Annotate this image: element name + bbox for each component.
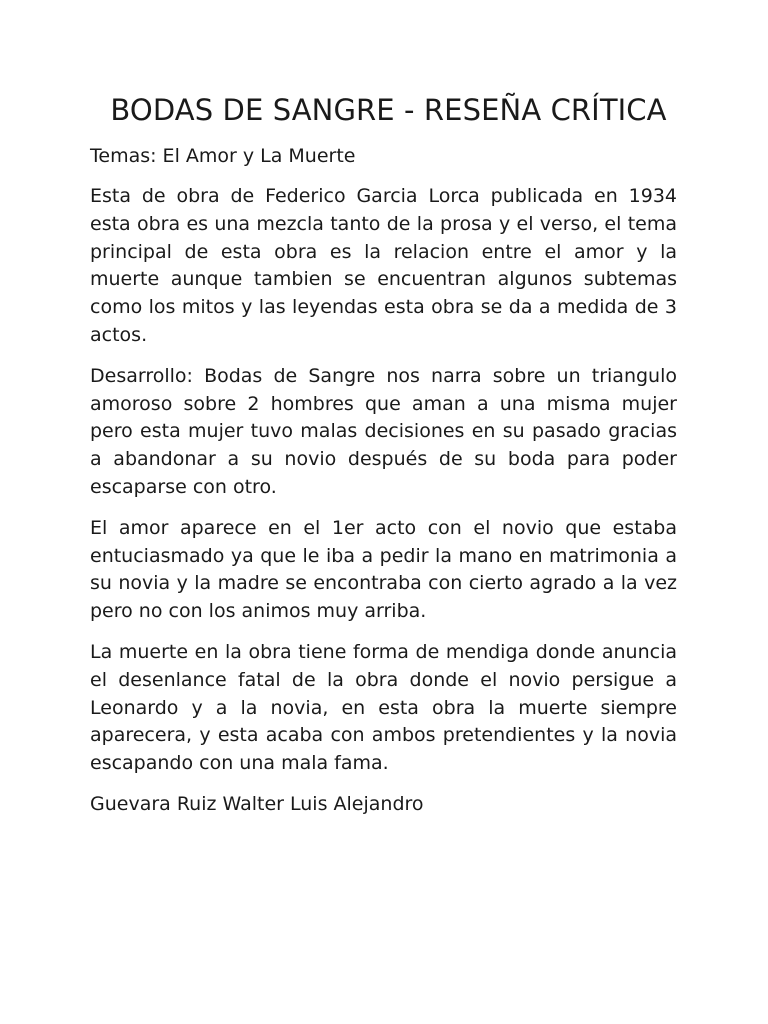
- document-title: BODAS DE SANGRE - RESEÑA CRÍTICA: [110, 93, 667, 127]
- author-name: Guevara Ruiz Walter Luis Alejandro: [90, 792, 424, 815]
- paragraph-intro: Esta de obra de Federico Garcia Lorca publicada en 1934 esta obra es una mezcla tanto de la prosa y el verso, el tema principal de esta obra es la relacion entre el amor y la muerte aunque tambien se encuentran algunos subtemas como los mitos y las leyendas esta obra se da a medida de 3 actos.: [90, 185, 677, 346]
- document-page: [90, 92, 677, 818]
- paragraph-death: La muerte en la obra tiene forma de mendiga donde anuncia el desenlance fatal de la obra donde el novio persigue a Leonardo y a la novia, en esta obra la muerte siempre aparecera, y esta acaba con ambos pretendientes y la novia escapando con una mala fama.: [90, 640, 677, 775]
- paragraph-development: Desarrollo: Bodas de Sangre nos narra sobre un triangulo amoroso sobre 2 hombres que aman a una misma mujer pero esta mujer tuvo malas decisiones en su pasado gracias a abandonar a su novio después de su boda para poder escaparse con otro.: [90, 364, 677, 498]
- paragraph-love: El amor aparece en el 1er acto con el novio que estaba entuciasmado ya que le iba a pedir la mano en matrimonia a su novia y la madre se encontraba con cierto agrado a la vez pero no con los animos muy arriba.: [90, 516, 677, 623]
- topics-line: Temas: El Amor y La Muerte: [90, 145, 356, 167]
